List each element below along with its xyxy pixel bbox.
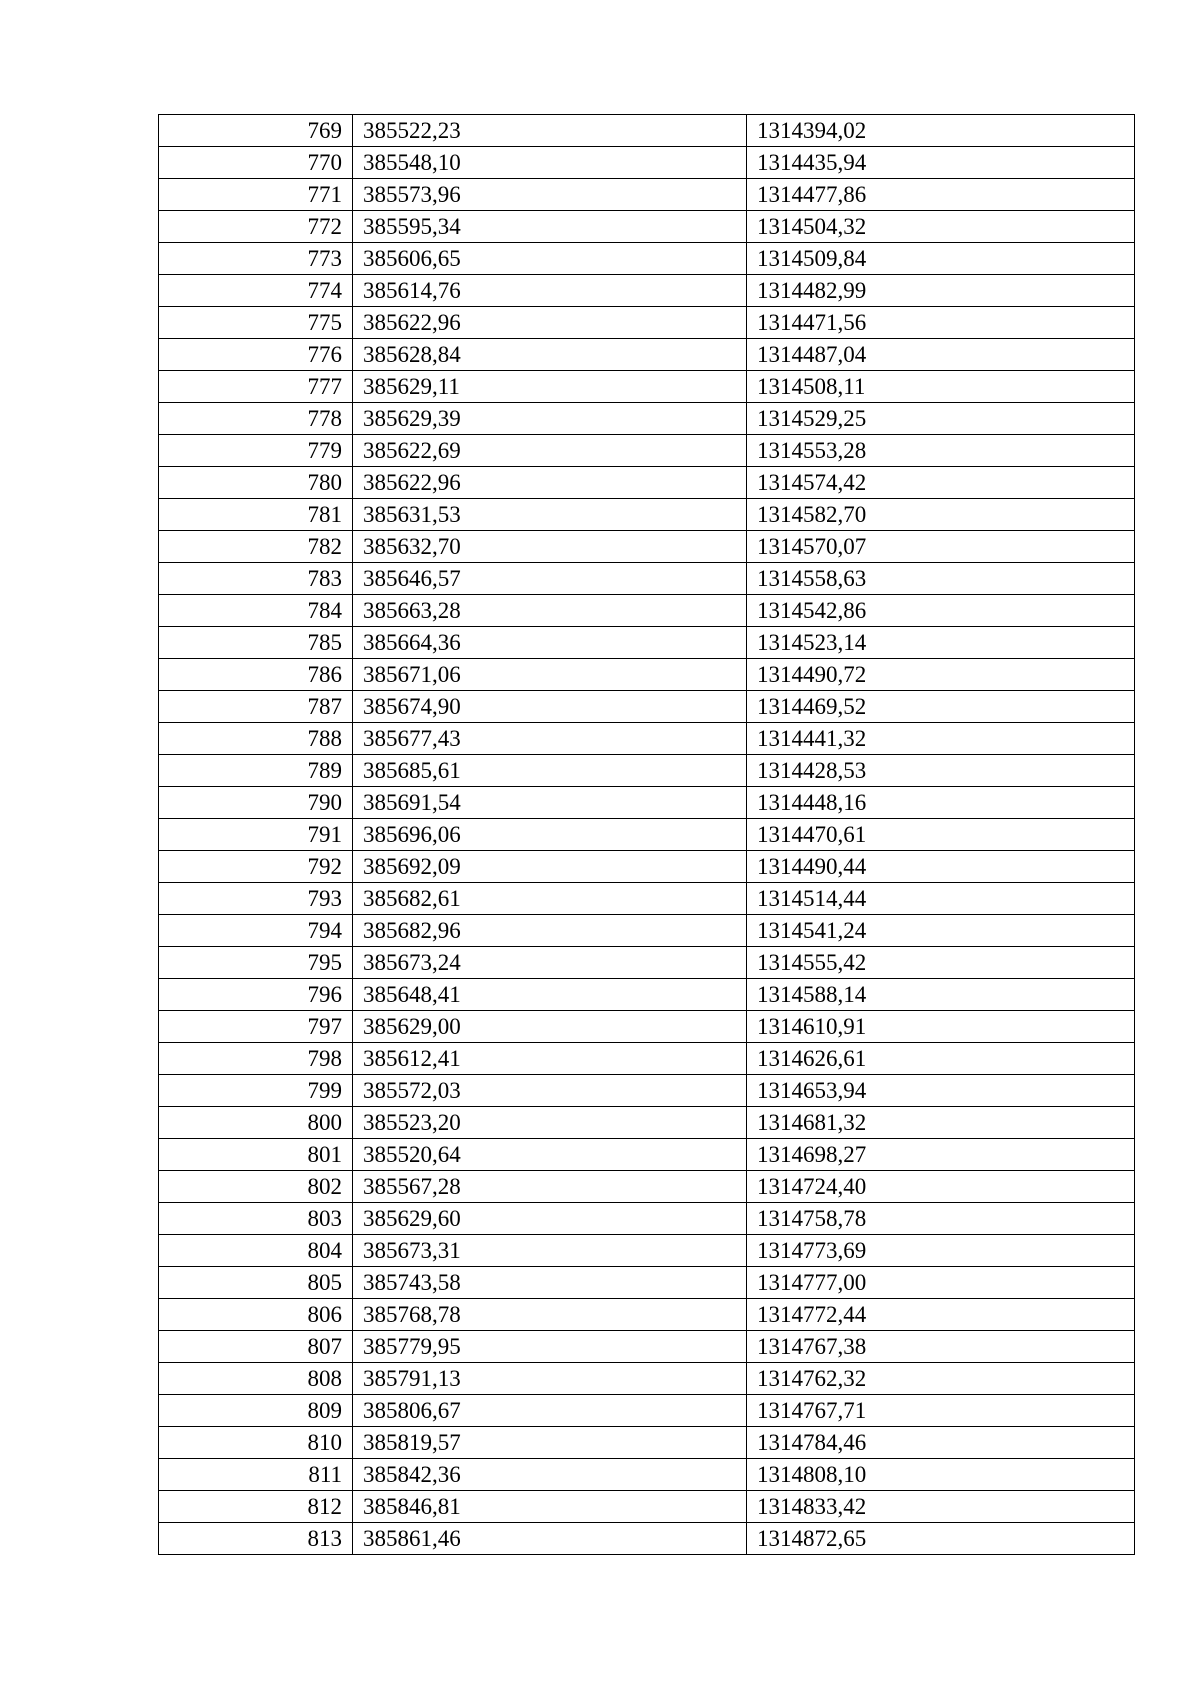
table-row bbox=[159, 1523, 1135, 1555]
point-number-cell: 807 bbox=[159, 1331, 353, 1363]
y-coordinate-cell: 1314555,42 bbox=[747, 947, 1135, 979]
y-coordinate-cell: 1314477,86 bbox=[747, 179, 1135, 211]
x-coordinate-cell: 385791,13 bbox=[353, 1363, 747, 1395]
y-coordinate-cell: 1314767,38 bbox=[747, 1331, 1135, 1363]
x-coordinate-cell: 385673,31 bbox=[353, 1235, 747, 1267]
x-coordinate-cell: 385846,81 bbox=[353, 1491, 747, 1523]
table-row bbox=[159, 147, 1135, 179]
y-coordinate-cell: 1314523,14 bbox=[747, 627, 1135, 659]
table-row bbox=[159, 979, 1135, 1011]
x-coordinate-cell: 385614,76 bbox=[353, 275, 747, 307]
point-number-cell: 783 bbox=[159, 563, 353, 595]
point-number-cell: 801 bbox=[159, 1139, 353, 1171]
point-number-cell: 780 bbox=[159, 467, 353, 499]
point-number-cell: 797 bbox=[159, 1011, 353, 1043]
point-number-cell: 794 bbox=[159, 915, 353, 947]
point-number-cell: 771 bbox=[159, 179, 353, 211]
point-number-cell: 772 bbox=[159, 211, 353, 243]
y-coordinate-cell: 1314574,42 bbox=[747, 467, 1135, 499]
point-number-cell: 811 bbox=[159, 1459, 353, 1491]
x-coordinate-cell: 385663,28 bbox=[353, 595, 747, 627]
x-coordinate-cell: 385806,67 bbox=[353, 1395, 747, 1427]
x-coordinate-cell: 385522,23 bbox=[353, 115, 747, 147]
table-row bbox=[159, 947, 1135, 979]
x-coordinate-cell: 385768,78 bbox=[353, 1299, 747, 1331]
point-number-cell: 792 bbox=[159, 851, 353, 883]
table-row bbox=[159, 1395, 1135, 1427]
x-coordinate-cell: 385520,64 bbox=[353, 1139, 747, 1171]
x-coordinate-cell: 385622,96 bbox=[353, 307, 747, 339]
point-number-cell: 778 bbox=[159, 403, 353, 435]
table-row bbox=[159, 403, 1135, 435]
point-number-cell: 796 bbox=[159, 979, 353, 1011]
y-coordinate-cell: 1314784,46 bbox=[747, 1427, 1135, 1459]
point-number-cell: 806 bbox=[159, 1299, 353, 1331]
x-coordinate-cell: 385692,09 bbox=[353, 851, 747, 883]
point-number-cell: 789 bbox=[159, 755, 353, 787]
point-number-cell: 779 bbox=[159, 435, 353, 467]
point-number-cell: 798 bbox=[159, 1043, 353, 1075]
y-coordinate-cell: 1314541,24 bbox=[747, 915, 1135, 947]
point-number-cell: 800 bbox=[159, 1107, 353, 1139]
y-coordinate-cell: 1314470,61 bbox=[747, 819, 1135, 851]
x-coordinate-cell: 385682,61 bbox=[353, 883, 747, 915]
table-row bbox=[159, 211, 1135, 243]
y-coordinate-cell: 1314490,72 bbox=[747, 659, 1135, 691]
x-coordinate-cell: 385523,20 bbox=[353, 1107, 747, 1139]
table-row bbox=[159, 371, 1135, 403]
table-row bbox=[159, 243, 1135, 275]
y-coordinate-cell: 1314471,56 bbox=[747, 307, 1135, 339]
x-coordinate-cell: 385671,06 bbox=[353, 659, 747, 691]
y-coordinate-cell: 1314542,86 bbox=[747, 595, 1135, 627]
table-row bbox=[159, 723, 1135, 755]
table-row bbox=[159, 275, 1135, 307]
x-coordinate-cell: 385673,24 bbox=[353, 947, 747, 979]
x-coordinate-cell: 385664,36 bbox=[353, 627, 747, 659]
point-number-cell: 799 bbox=[159, 1075, 353, 1107]
y-coordinate-cell: 1314441,32 bbox=[747, 723, 1135, 755]
x-coordinate-cell: 385606,65 bbox=[353, 243, 747, 275]
y-coordinate-cell: 1314833,42 bbox=[747, 1491, 1135, 1523]
y-coordinate-cell: 1314490,44 bbox=[747, 851, 1135, 883]
y-coordinate-cell: 1314558,63 bbox=[747, 563, 1135, 595]
table-row bbox=[159, 1331, 1135, 1363]
y-coordinate-cell: 1314428,53 bbox=[747, 755, 1135, 787]
y-coordinate-cell: 1314681,32 bbox=[747, 1107, 1135, 1139]
y-coordinate-cell: 1314582,70 bbox=[747, 499, 1135, 531]
x-coordinate-cell: 385682,96 bbox=[353, 915, 747, 947]
table-row bbox=[159, 595, 1135, 627]
point-number-cell: 786 bbox=[159, 659, 353, 691]
x-coordinate-cell: 385779,95 bbox=[353, 1331, 747, 1363]
x-coordinate-cell: 385648,41 bbox=[353, 979, 747, 1011]
y-coordinate-cell: 1314508,11 bbox=[747, 371, 1135, 403]
point-number-cell: 788 bbox=[159, 723, 353, 755]
coordinate-table-body bbox=[159, 115, 1135, 1555]
table-row bbox=[159, 787, 1135, 819]
x-coordinate-cell: 385631,53 bbox=[353, 499, 747, 531]
x-coordinate-cell: 385674,90 bbox=[353, 691, 747, 723]
table-row bbox=[159, 115, 1135, 147]
y-coordinate-cell: 1314772,44 bbox=[747, 1299, 1135, 1331]
table-row bbox=[159, 467, 1135, 499]
x-coordinate-cell: 385629,11 bbox=[353, 371, 747, 403]
table-row bbox=[159, 1235, 1135, 1267]
y-coordinate-cell: 1314469,52 bbox=[747, 691, 1135, 723]
y-coordinate-cell: 1314777,00 bbox=[747, 1267, 1135, 1299]
table-row bbox=[159, 1043, 1135, 1075]
x-coordinate-cell: 385629,39 bbox=[353, 403, 747, 435]
point-number-cell: 790 bbox=[159, 787, 353, 819]
table-row bbox=[159, 1299, 1135, 1331]
point-number-cell: 769 bbox=[159, 115, 353, 147]
x-coordinate-cell: 385685,61 bbox=[353, 755, 747, 787]
table-row bbox=[159, 1267, 1135, 1299]
x-coordinate-cell: 385696,06 bbox=[353, 819, 747, 851]
point-number-cell: 777 bbox=[159, 371, 353, 403]
x-coordinate-cell: 385629,00 bbox=[353, 1011, 747, 1043]
y-coordinate-cell: 1314872,65 bbox=[747, 1523, 1135, 1555]
point-number-cell: 809 bbox=[159, 1395, 353, 1427]
table-row bbox=[159, 1491, 1135, 1523]
table-row bbox=[159, 1363, 1135, 1395]
y-coordinate-cell: 1314610,91 bbox=[747, 1011, 1135, 1043]
x-coordinate-cell: 385622,69 bbox=[353, 435, 747, 467]
point-number-cell: 781 bbox=[159, 499, 353, 531]
y-coordinate-cell: 1314514,44 bbox=[747, 883, 1135, 915]
coordinate-table bbox=[158, 114, 1135, 1555]
table-row bbox=[159, 1171, 1135, 1203]
point-number-cell: 793 bbox=[159, 883, 353, 915]
table-row bbox=[159, 1011, 1135, 1043]
y-coordinate-cell: 1314394,02 bbox=[747, 115, 1135, 147]
y-coordinate-cell: 1314767,71 bbox=[747, 1395, 1135, 1427]
point-number-cell: 805 bbox=[159, 1267, 353, 1299]
x-coordinate-cell: 385691,54 bbox=[353, 787, 747, 819]
point-number-cell: 808 bbox=[159, 1363, 353, 1395]
table-row bbox=[159, 755, 1135, 787]
y-coordinate-cell: 1314529,25 bbox=[747, 403, 1135, 435]
point-number-cell: 791 bbox=[159, 819, 353, 851]
point-number-cell: 773 bbox=[159, 243, 353, 275]
table-row bbox=[159, 307, 1135, 339]
table-row bbox=[159, 1203, 1135, 1235]
table-row bbox=[159, 1427, 1135, 1459]
x-coordinate-cell: 385632,70 bbox=[353, 531, 747, 563]
table-row bbox=[159, 339, 1135, 371]
y-coordinate-cell: 1314698,27 bbox=[747, 1139, 1135, 1171]
x-coordinate-cell: 385842,36 bbox=[353, 1459, 747, 1491]
y-coordinate-cell: 1314482,99 bbox=[747, 275, 1135, 307]
table-row bbox=[159, 819, 1135, 851]
y-coordinate-cell: 1314626,61 bbox=[747, 1043, 1135, 1075]
point-number-cell: 804 bbox=[159, 1235, 353, 1267]
y-coordinate-cell: 1314758,78 bbox=[747, 1203, 1135, 1235]
table-row bbox=[159, 1107, 1135, 1139]
point-number-cell: 802 bbox=[159, 1171, 353, 1203]
y-coordinate-cell: 1314653,94 bbox=[747, 1075, 1135, 1107]
point-number-cell: 775 bbox=[159, 307, 353, 339]
x-coordinate-cell: 385861,46 bbox=[353, 1523, 747, 1555]
table-row bbox=[159, 1139, 1135, 1171]
table-row bbox=[159, 691, 1135, 723]
x-coordinate-cell: 385572,03 bbox=[353, 1075, 747, 1107]
table-row bbox=[159, 435, 1135, 467]
x-coordinate-cell: 385743,58 bbox=[353, 1267, 747, 1299]
y-coordinate-cell: 1314808,10 bbox=[747, 1459, 1135, 1491]
x-coordinate-cell: 385622,96 bbox=[353, 467, 747, 499]
point-number-cell: 785 bbox=[159, 627, 353, 659]
table-row bbox=[159, 1075, 1135, 1107]
x-coordinate-cell: 385567,28 bbox=[353, 1171, 747, 1203]
point-number-cell: 784 bbox=[159, 595, 353, 627]
x-coordinate-cell: 385629,60 bbox=[353, 1203, 747, 1235]
y-coordinate-cell: 1314553,28 bbox=[747, 435, 1135, 467]
point-number-cell: 776 bbox=[159, 339, 353, 371]
point-number-cell: 812 bbox=[159, 1491, 353, 1523]
x-coordinate-cell: 385612,41 bbox=[353, 1043, 747, 1075]
point-number-cell: 810 bbox=[159, 1427, 353, 1459]
y-coordinate-cell: 1314570,07 bbox=[747, 531, 1135, 563]
point-number-cell: 803 bbox=[159, 1203, 353, 1235]
table-row bbox=[159, 851, 1135, 883]
table-row bbox=[159, 883, 1135, 915]
table-row bbox=[159, 1459, 1135, 1491]
x-coordinate-cell: 385646,57 bbox=[353, 563, 747, 595]
table-row bbox=[159, 659, 1135, 691]
y-coordinate-cell: 1314487,04 bbox=[747, 339, 1135, 371]
table-row bbox=[159, 915, 1135, 947]
y-coordinate-cell: 1314762,32 bbox=[747, 1363, 1135, 1395]
y-coordinate-cell: 1314504,32 bbox=[747, 211, 1135, 243]
point-number-cell: 795 bbox=[159, 947, 353, 979]
y-coordinate-cell: 1314724,40 bbox=[747, 1171, 1135, 1203]
x-coordinate-cell: 385677,43 bbox=[353, 723, 747, 755]
x-coordinate-cell: 385628,84 bbox=[353, 339, 747, 371]
table-row bbox=[159, 563, 1135, 595]
table-row bbox=[159, 531, 1135, 563]
y-coordinate-cell: 1314588,14 bbox=[747, 979, 1135, 1011]
x-coordinate-cell: 385595,34 bbox=[353, 211, 747, 243]
y-coordinate-cell: 1314435,94 bbox=[747, 147, 1135, 179]
point-number-cell: 787 bbox=[159, 691, 353, 723]
point-number-cell: 813 bbox=[159, 1523, 353, 1555]
table-row bbox=[159, 179, 1135, 211]
x-coordinate-cell: 385573,96 bbox=[353, 179, 747, 211]
point-number-cell: 770 bbox=[159, 147, 353, 179]
table-row bbox=[159, 627, 1135, 659]
y-coordinate-cell: 1314448,16 bbox=[747, 787, 1135, 819]
x-coordinate-cell: 385819,57 bbox=[353, 1427, 747, 1459]
x-coordinate-cell: 385548,10 bbox=[353, 147, 747, 179]
y-coordinate-cell: 1314773,69 bbox=[747, 1235, 1135, 1267]
y-coordinate-cell: 1314509,84 bbox=[747, 243, 1135, 275]
point-number-cell: 782 bbox=[159, 531, 353, 563]
table-row bbox=[159, 499, 1135, 531]
point-number-cell: 774 bbox=[159, 275, 353, 307]
